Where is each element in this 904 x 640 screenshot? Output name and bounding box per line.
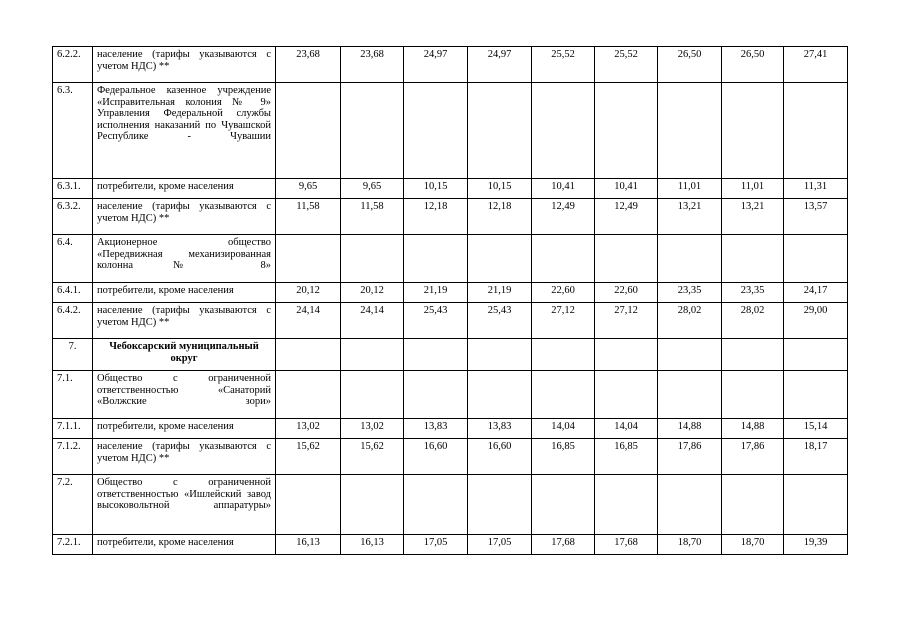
section-heading-row [53, 339, 848, 371]
tariff-value-cell [468, 83, 532, 179]
organization-row [53, 475, 848, 535]
tariff-value-cell [722, 339, 784, 371]
organization-name: Акционерное общество «Передвижная механизированная колонна № 8» [93, 235, 276, 283]
tariff-value-cell [658, 371, 722, 419]
tariff-value-cell: 16,60 [468, 439, 532, 475]
tariff-value-cell: 18,70 [658, 535, 722, 555]
tariff-value-cell [276, 339, 341, 371]
tariff-value-cell: 16,85 [532, 439, 595, 475]
tariff-value-cell: 26,50 [722, 47, 784, 83]
row-number: 7.2.1. [53, 535, 93, 555]
tariff-value-cell: 25,43 [404, 303, 468, 339]
tariff-value-cell [532, 339, 595, 371]
tariff-value-cell: 9,65 [276, 179, 341, 199]
tariff-value-cell [595, 371, 658, 419]
tariff-value-cell [341, 83, 404, 179]
tariff-value-cell: 11,01 [658, 179, 722, 199]
tariff-value-cell: 15,14 [784, 419, 848, 439]
tariff-value-cell: 26,50 [658, 47, 722, 83]
tariff-value-cell: 23,68 [341, 47, 404, 83]
tariff-value-cell [784, 339, 848, 371]
tariff-value-cell: 13,02 [276, 419, 341, 439]
tariff-value-cell: 10,15 [468, 179, 532, 199]
tariff-value-cell: 16,13 [276, 535, 341, 555]
tariff-value-cell: 28,02 [658, 303, 722, 339]
tariff-value-cell [722, 83, 784, 179]
table-row [53, 283, 848, 303]
consumer-category: потребители, кроме населения [93, 535, 276, 555]
tariff-value-cell [532, 235, 595, 283]
tariff-value-cell: 25,52 [532, 47, 595, 83]
row-number: 7.1.2. [53, 439, 93, 475]
table-row [53, 47, 848, 83]
tariff-value-cell: 13,83 [468, 419, 532, 439]
tariff-value-cell: 11,01 [722, 179, 784, 199]
table-row [53, 439, 848, 475]
tariff-value-cell: 14,88 [722, 419, 784, 439]
tariff-value-cell: 17,86 [722, 439, 784, 475]
tariff-value-cell [658, 475, 722, 535]
tariff-table [52, 46, 848, 555]
tariff-value-cell [404, 339, 468, 371]
organization-row [53, 83, 848, 179]
consumer-category: население (тарифы указываются с учетом НДС) ** [93, 439, 276, 475]
tariff-value-cell: 17,68 [532, 535, 595, 555]
tariff-value-cell: 23,35 [722, 283, 784, 303]
tariff-value-cell: 24,97 [404, 47, 468, 83]
row-number: 6.3.1. [53, 179, 93, 199]
tariff-value-cell: 14,04 [595, 419, 658, 439]
tariff-value-cell: 14,04 [532, 419, 595, 439]
tariff-value-cell: 22,60 [532, 283, 595, 303]
organization-name: Общество с ограниченной ответственностью «Санаторий «Волжские зори» [93, 371, 276, 419]
table-row [53, 179, 848, 199]
tariff-value-cell: 14,88 [658, 419, 722, 439]
tariff-value-cell [404, 235, 468, 283]
organization-row [53, 371, 848, 419]
tariff-value-cell: 15,62 [276, 439, 341, 475]
tariff-value-cell [276, 83, 341, 179]
tariff-value-cell: 24,14 [276, 303, 341, 339]
table-row [53, 303, 848, 339]
tariff-value-cell: 29,00 [784, 303, 848, 339]
tariff-value-cell [276, 235, 341, 283]
organization-name: Федеральное казенное учреждение «Исправительная колония № 9» Управления Федеральной службы исполнения наказаний по Чувашской Республике - Чувашии [93, 83, 276, 179]
tariff-value-cell: 11,58 [276, 199, 341, 235]
tariff-value-cell [722, 371, 784, 419]
tariff-value-cell [468, 235, 532, 283]
tariff-value-cell [595, 475, 658, 535]
tariff-value-cell [404, 371, 468, 419]
row-number: 6.3. [53, 83, 93, 179]
tariff-value-cell: 13,02 [341, 419, 404, 439]
tariff-value-cell [468, 371, 532, 419]
row-number: 6.4.2. [53, 303, 93, 339]
tariff-value-cell: 24,97 [468, 47, 532, 83]
tariff-value-cell [784, 235, 848, 283]
tariff-value-cell [722, 475, 784, 535]
consumer-category: население (тарифы указываются с учетом НДС) ** [93, 303, 276, 339]
tariff-value-cell: 11,31 [784, 179, 848, 199]
tariff-value-cell: 17,86 [658, 439, 722, 475]
tariff-value-cell: 21,19 [404, 283, 468, 303]
tariff-value-cell: 24,14 [341, 303, 404, 339]
tariff-value-cell [658, 83, 722, 179]
tariff-value-cell [784, 371, 848, 419]
tariff-value-cell: 11,58 [341, 199, 404, 235]
tariff-table-body [53, 47, 848, 555]
tariff-value-cell: 25,43 [468, 303, 532, 339]
tariff-value-cell: 12,18 [404, 199, 468, 235]
tariff-value-cell: 18,70 [722, 535, 784, 555]
tariff-value-cell: 16,85 [595, 439, 658, 475]
tariff-value-cell: 10,41 [595, 179, 658, 199]
tariff-value-cell [468, 339, 532, 371]
tariff-value-cell: 24,17 [784, 283, 848, 303]
tariff-value-cell [784, 475, 848, 535]
tariff-value-cell: 17,05 [468, 535, 532, 555]
row-number: 6.4. [53, 235, 93, 283]
tariff-value-cell [341, 371, 404, 419]
tariff-value-cell: 13,21 [722, 199, 784, 235]
tariff-value-cell: 28,02 [722, 303, 784, 339]
tariff-value-cell [341, 339, 404, 371]
table-row [53, 199, 848, 235]
tariff-value-cell [595, 83, 658, 179]
table-row [53, 535, 848, 555]
section-title: Чебоксарский муниципальный округ [93, 339, 276, 371]
consumer-category: потребители, кроме населения [93, 419, 276, 439]
tariff-value-cell [404, 475, 468, 535]
tariff-value-cell: 12,49 [532, 199, 595, 235]
tariff-value-cell [532, 83, 595, 179]
tariff-value-cell [722, 235, 784, 283]
table-row [53, 419, 848, 439]
tariff-value-cell [658, 235, 722, 283]
tariff-value-cell: 10,15 [404, 179, 468, 199]
tariff-value-cell [276, 371, 341, 419]
tariff-value-cell: 13,57 [784, 199, 848, 235]
tariff-value-cell [532, 371, 595, 419]
tariff-value-cell [468, 475, 532, 535]
tariff-value-cell [784, 83, 848, 179]
tariff-value-cell: 15,62 [341, 439, 404, 475]
tariff-value-cell: 20,12 [276, 283, 341, 303]
tariff-value-cell [595, 339, 658, 371]
tariff-value-cell: 12,18 [468, 199, 532, 235]
tariff-value-cell: 16,60 [404, 439, 468, 475]
tariff-value-cell: 9,65 [341, 179, 404, 199]
tariff-value-cell [532, 475, 595, 535]
consumer-category: потребители, кроме населения [93, 179, 276, 199]
organization-row [53, 235, 848, 283]
tariff-value-cell: 25,52 [595, 47, 658, 83]
tariff-value-cell: 20,12 [341, 283, 404, 303]
tariff-value-cell: 17,68 [595, 535, 658, 555]
tariff-value-cell: 13,83 [404, 419, 468, 439]
tariff-value-cell: 27,12 [532, 303, 595, 339]
row-number: 7.1.1. [53, 419, 93, 439]
tariff-value-cell [341, 475, 404, 535]
tariff-value-cell: 23,68 [276, 47, 341, 83]
tariff-value-cell: 22,60 [595, 283, 658, 303]
tariff-value-cell [595, 235, 658, 283]
consumer-category: население (тарифы указываются с учетом НДС) ** [93, 199, 276, 235]
row-number: 7.1. [53, 371, 93, 419]
row-number: 6.3.2. [53, 199, 93, 235]
consumer-category: население (тарифы указываются с учетом НДС) ** [93, 47, 276, 83]
tariff-value-cell: 27,41 [784, 47, 848, 83]
organization-name: Общество с ограниченной ответственностью «Ишлейский завод высоковольтной аппаратуры» [93, 475, 276, 535]
tariff-value-cell: 12,49 [595, 199, 658, 235]
row-number: 7.2. [53, 475, 93, 535]
tariff-value-cell: 10,41 [532, 179, 595, 199]
row-number: 6.4.1. [53, 283, 93, 303]
tariff-value-cell: 16,13 [341, 535, 404, 555]
tariff-value-cell: 19,39 [784, 535, 848, 555]
tariff-value-cell [341, 235, 404, 283]
tariff-value-cell: 21,19 [468, 283, 532, 303]
tariff-value-cell [658, 339, 722, 371]
tariff-value-cell: 27,12 [595, 303, 658, 339]
tariff-value-cell: 18,17 [784, 439, 848, 475]
tariff-value-cell: 23,35 [658, 283, 722, 303]
consumer-category: потребители, кроме населения [93, 283, 276, 303]
row-number: 6.2.2. [53, 47, 93, 83]
tariff-value-cell [276, 475, 341, 535]
row-number: 7. [53, 339, 93, 371]
tariff-value-cell [404, 83, 468, 179]
tariff-value-cell: 17,05 [404, 535, 468, 555]
tariff-value-cell: 13,21 [658, 199, 722, 235]
